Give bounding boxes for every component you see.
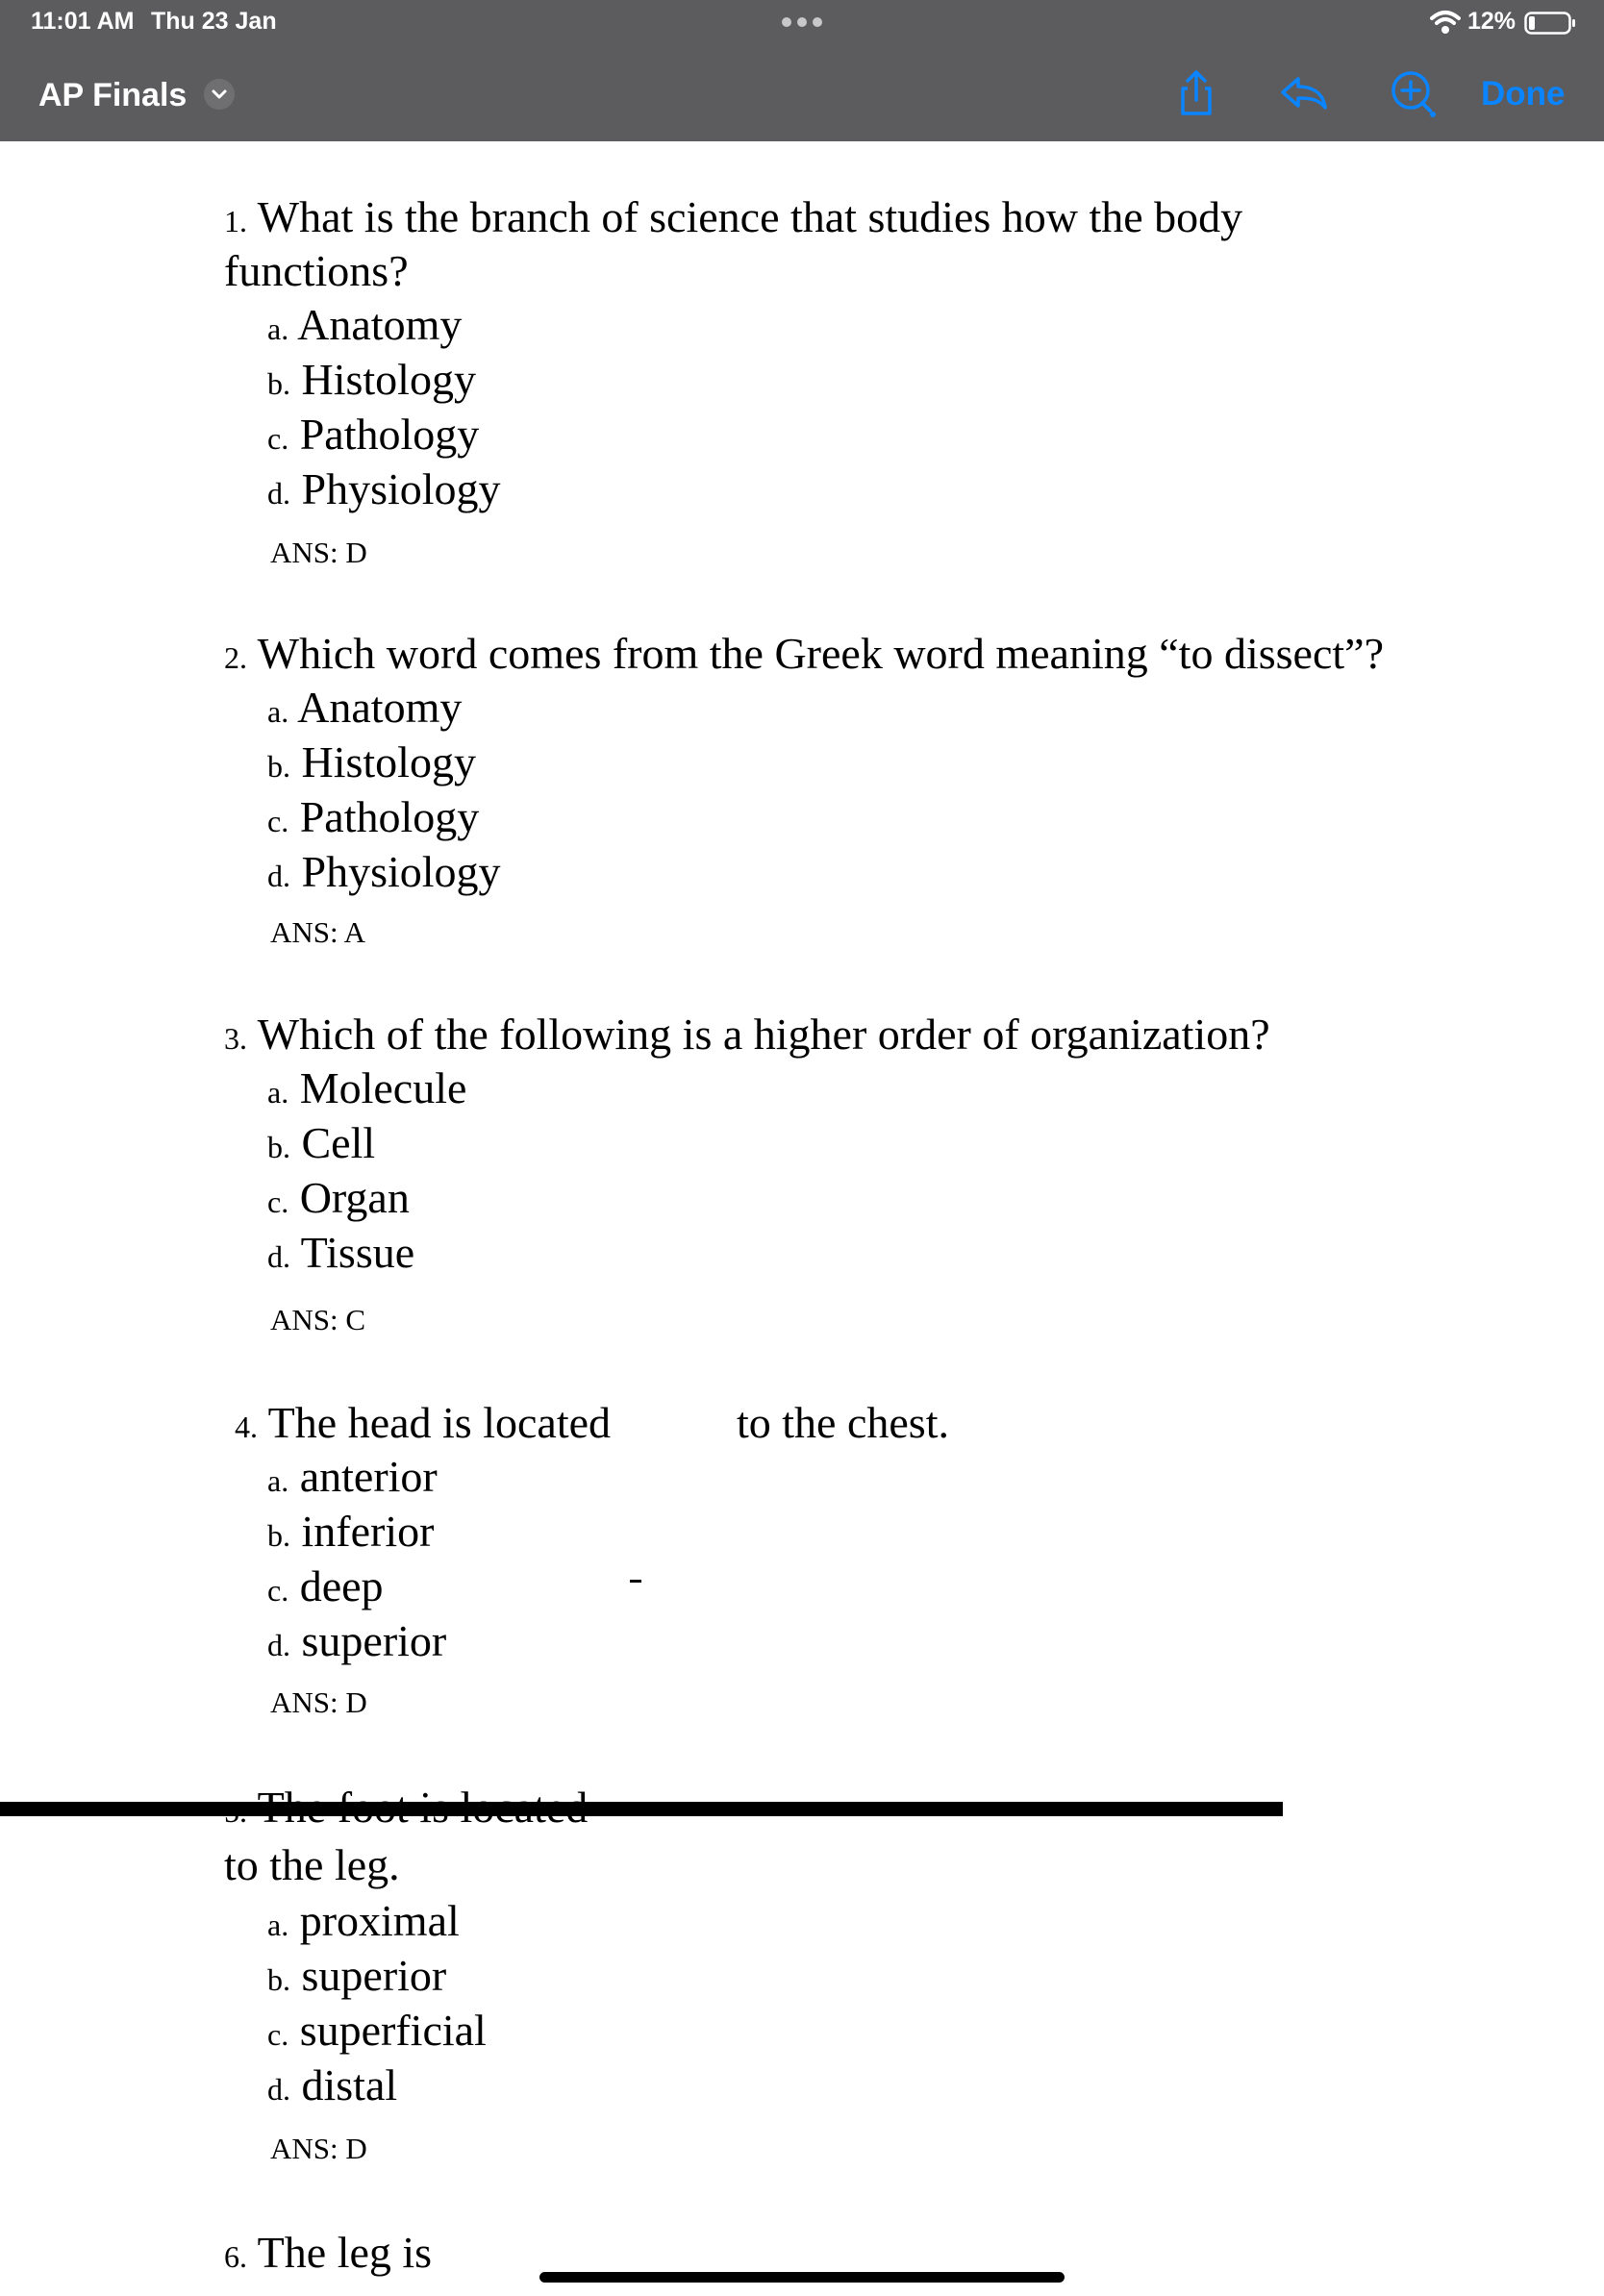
option-d: d. distal (267, 2060, 398, 2109)
question-1-text (224, 192, 1243, 241)
answer-label: ANS: C (270, 1303, 366, 1336)
share-icon[interactable] (1171, 69, 1221, 119)
question-number: 1. (224, 204, 247, 238)
question-text: The leg is (257, 2228, 433, 2277)
app-chrome (0, 0, 1604, 141)
question-3-text (224, 1012, 1270, 1057)
answer-label: ANS: D (270, 536, 367, 569)
question-4-text-end: to the chest. (737, 1398, 949, 1447)
chevron-down-icon[interactable] (204, 79, 235, 110)
nav-bar (0, 44, 1604, 141)
option-a: a. anterior (267, 1452, 438, 1501)
option-c: c. deep (267, 1561, 384, 1610)
multitasking-dots-icon[interactable] (781, 13, 823, 31)
status-date: Thu 23 Jan (151, 8, 277, 35)
answer-label: ANS: D (270, 2132, 367, 2165)
battery-percentage: 12% (1467, 8, 1516, 35)
answer-label: ANS: A (270, 915, 366, 949)
option-b: b. Histology (267, 737, 476, 786)
question-text: The head is located (267, 1398, 612, 1447)
option-c: c. superficial (267, 2006, 487, 2055)
option-d: d. Tissue (267, 1228, 415, 1277)
battery-icon (1524, 12, 1576, 35)
question-text: What is the branch of science that studies how the body (257, 192, 1243, 241)
option-c: c. Pathology (267, 410, 480, 459)
option-a: a. Anatomy (267, 300, 463, 349)
option-d: d. Physiology (267, 847, 501, 896)
status-bar (0, 0, 1604, 44)
answer-label: ANS: D (270, 1685, 367, 1719)
option-b: b. inferior (267, 1507, 435, 1556)
markup-line[interactable] (0, 1802, 1283, 1816)
question-number: 2. (224, 640, 247, 675)
answer-blank (630, 1580, 641, 1583)
option-c: c. Pathology (267, 792, 480, 841)
question-6-text (224, 2228, 433, 2277)
option-d: d. superior (267, 1616, 447, 1665)
home-indicator[interactable] (539, 2272, 1065, 2283)
option-b: b. superior (267, 1951, 447, 2000)
question-number: 3. (224, 1021, 247, 1056)
wifi-icon (1430, 10, 1461, 35)
question-text: The foot is located (257, 1783, 589, 1832)
option-c: c. Organ (267, 1173, 410, 1222)
question-number: 5. (224, 1794, 247, 1829)
question-5-text (224, 1785, 588, 1830)
question-5-text-continued: to the leg. (224, 1840, 400, 1889)
option-b: b. Cell (267, 1118, 376, 1167)
done-button[interactable]: Done (1481, 75, 1566, 112)
option-d: d. Physiology (267, 464, 501, 513)
question-4-text (235, 1398, 612, 1447)
zoom-add-icon[interactable] (1388, 69, 1438, 119)
question-number: 6. (224, 2239, 247, 2274)
option-b: b. Histology (267, 355, 476, 404)
option-a: a. Anatomy (267, 683, 463, 732)
document-title[interactable]: AP Finals (38, 77, 188, 113)
option-a: a. Molecule (267, 1063, 467, 1112)
question-1-text-continued: functions? (224, 246, 409, 295)
markup-back-icon[interactable] (1279, 69, 1329, 119)
question-number: 4. (235, 1410, 258, 1444)
question-text: Which word comes from the Greek word meaning “to dissect”? (257, 629, 1384, 678)
question-2-text (224, 629, 1384, 678)
option-a: a. proximal (267, 1896, 460, 1945)
question-text: Which of the following is a higher order of organization? (257, 1010, 1270, 1059)
status-time: 11:01 AM (31, 8, 135, 35)
pdf-page[interactable] (0, 141, 1604, 2296)
